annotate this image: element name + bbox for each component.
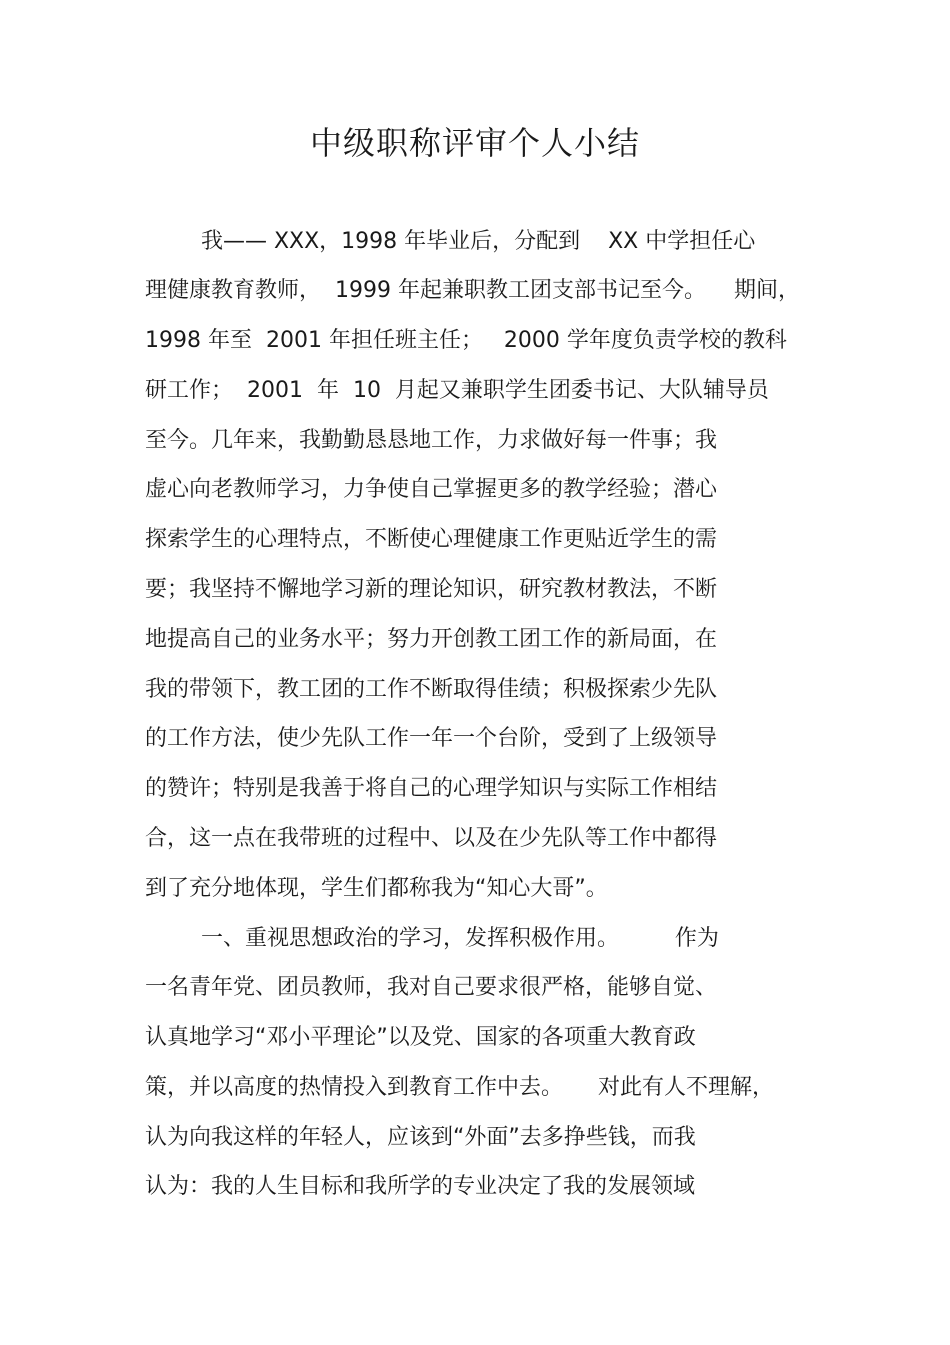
paragraph-line: 一名青年党、团员教师，我对自己要求很严格，能够自觉、 [145, 975, 718, 1000]
paragraph-line: 理健康教育教师， 1999 年起兼职教工团支部书记至今。 期间， [145, 278, 800, 303]
paragraph-line: 的赞许；特别是我善于将自己的心理学知识与实际工作相结 [145, 776, 718, 801]
paragraph-line: 认真地学习“邓小平理论”以及党、国家的各项重大教育政 [145, 1025, 696, 1050]
document-title: 中级职称评审个人小结 [309, 124, 640, 162]
paragraph-line: 要；我坚持不懈地学习新的理论知识，研究教材教法，不断 [145, 577, 718, 602]
paragraph-line: 的工作方法，使少先队工作一年一个台阶，受到了上级领导 [145, 726, 718, 751]
paragraph-line: 我的带领下，教工团的工作不断取得佳绩；积极探索少先队 [145, 677, 718, 702]
paragraph-line: 研工作； 2001 年 10 月起又兼职学生团委书记、大队辅导员 [145, 378, 769, 403]
paragraph-line: 到了充分地体现，学生们都称我为“知心大哥”。 [145, 876, 608, 901]
paragraph-line: 至今。几年来，我勤勤恳恳地工作，力求做好每一件事；我 [145, 428, 718, 453]
paragraph-line: 认为：我的人生目标和我所学的专业决定了我的发展领域 [145, 1174, 696, 1199]
paragraph-line: 我—— XXX，1998 年毕业后，分配到 XX 中学担任心 [145, 229, 756, 254]
paragraph-line: 一、重视思想政治的学习，发挥积极作用。 作为 [145, 926, 719, 951]
paragraph-line: 策，并以高度的热情投入到教育工作中去。 对此有人不理解， [145, 1075, 774, 1100]
paragraph-line: 地提高自己的业务水平；努力开创教工团工作的新局面，在 [145, 627, 718, 652]
paragraph-line: 1998 年至 2001 年担任班主任； 2000 学年度负责学校的教科 [145, 328, 787, 353]
paragraph-line: 合，这一点在我带班的过程中、以及在少先队等工作中都得 [145, 826, 718, 851]
paragraph-line: 虚心向老教师学习，力争使自己掌握更多的教学经验；潜心 [145, 477, 718, 502]
paragraph-line: 探索学生的心理特点，不断使心理健康工作更贴近学生的需 [145, 527, 718, 552]
paragraph-line: 认为向我这样的年轻人，应该到“外面”去多挣些钱，而我 [145, 1125, 696, 1150]
